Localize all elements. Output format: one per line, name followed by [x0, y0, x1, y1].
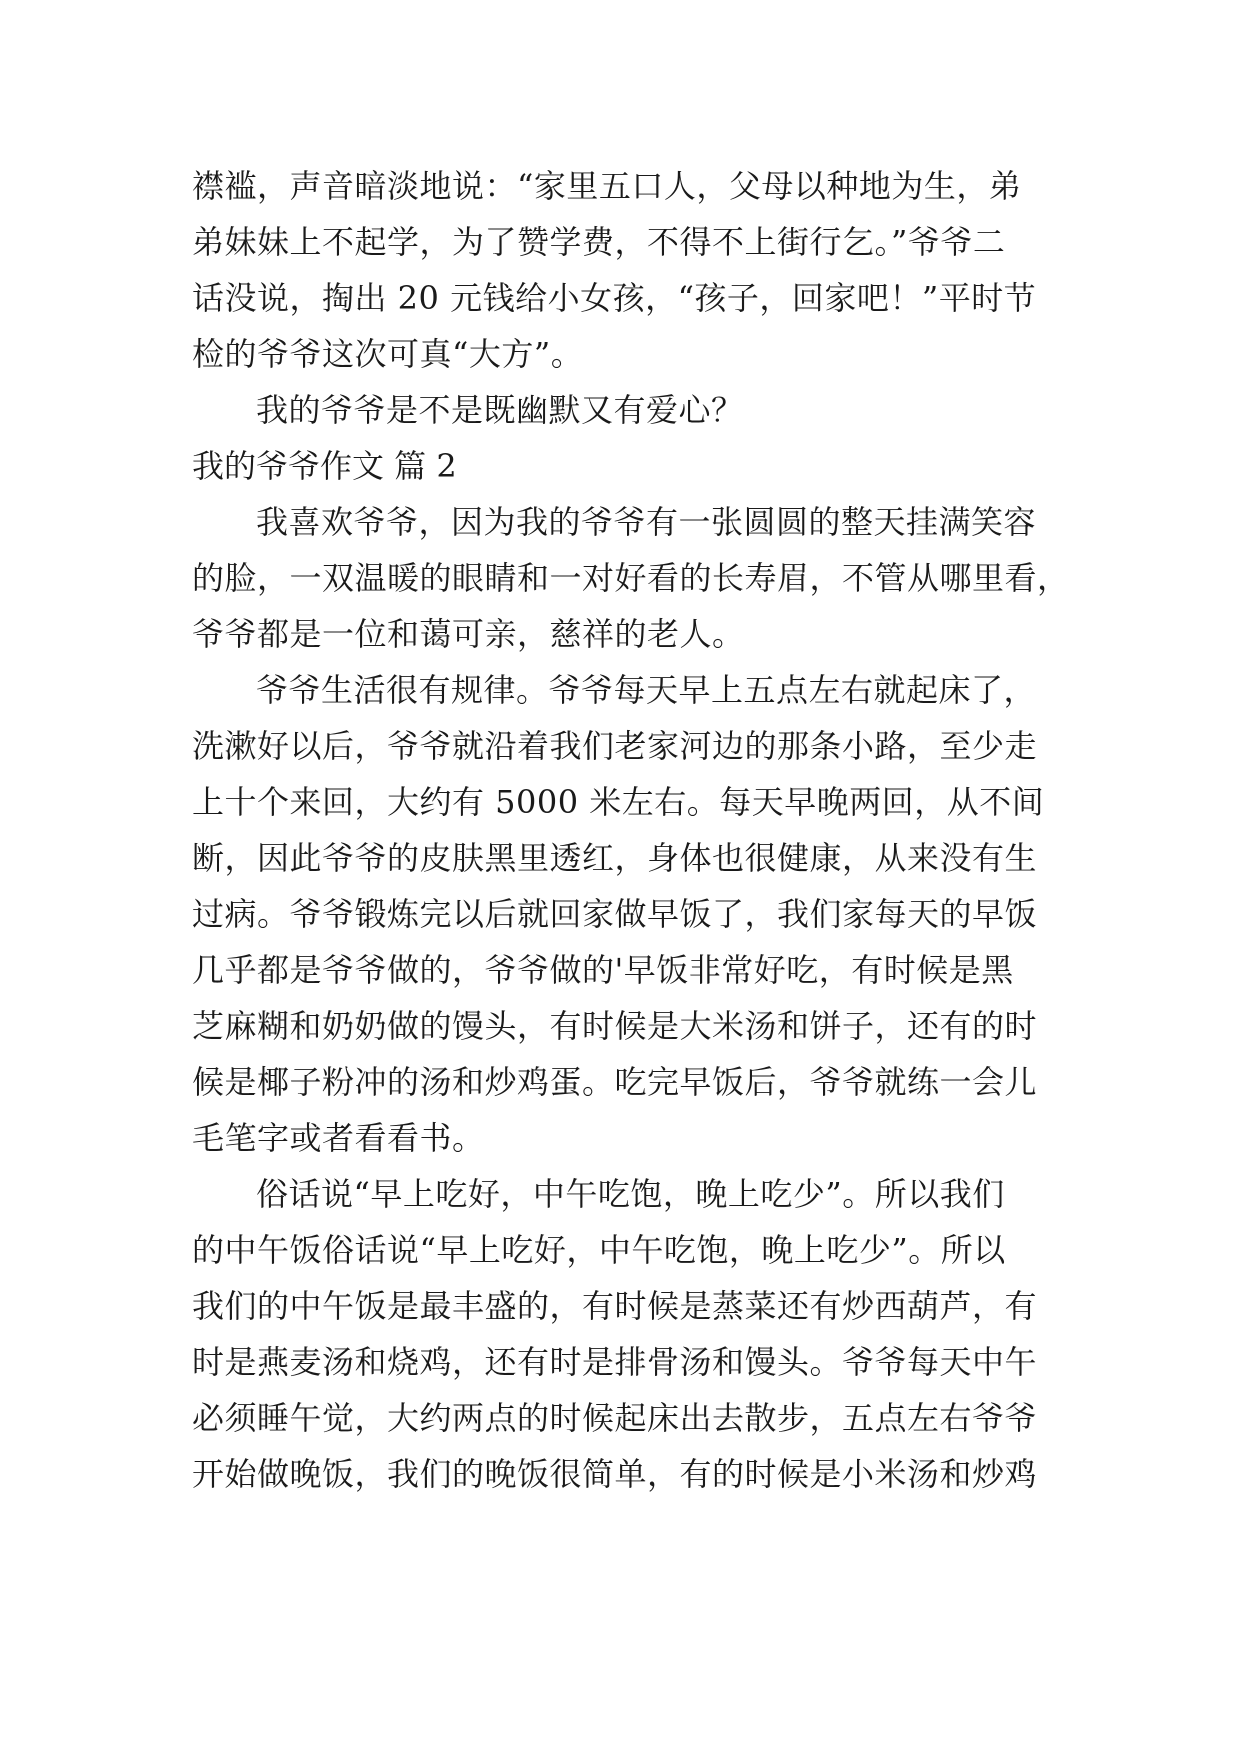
- text-line: 我的爷爷是不是既幽默又有爱心？: [256, 391, 744, 429]
- text-line: 爷爷生活很有规律。爷爷每天早上五点左右就起床了，: [256, 671, 1037, 709]
- text-line: 洗漱好以后，爷爷就沿着我们老家河边的那条小路，至少走: [192, 727, 1038, 765]
- text-line: 我们的中午饭是最丰盛的，有时候是蒸菜还有炒西葫芦，有: [192, 1287, 1038, 1325]
- text-line: 过病。爷爷锻炼完以后就回家做早饭了，我们家每天的早饭: [192, 895, 1038, 933]
- text-line: 开始做晚饭，我们的晚饭很简单，有的时候是小米汤和炒鸡: [192, 1455, 1038, 1493]
- text-line: 话没说，掏出 20 元钱给小女孩，“孩子，回家吧！”平时节: [192, 279, 1037, 317]
- paragraph: [192, 1166, 1056, 1502]
- text-line: 时是燕麦汤和烧鸡，还有时是排骨汤和馒头。爷爷每天中午: [192, 1343, 1038, 1381]
- text-line: 毛笔字或者看看书。: [192, 1119, 485, 1157]
- text-line: 爷爷都是一位和蔼可亲，慈祥的老人。: [192, 615, 745, 653]
- text-line: 的脸，一双温暖的眼睛和一对好看的长寿眉，不管从哪里看，: [192, 559, 1070, 597]
- text-line: 候是椰子粉冲的汤和炒鸡蛋。吃完早饭后，爷爷就练一会儿: [192, 1063, 1038, 1101]
- text-line: 俗话说“早上吃好，中午吃饱，晚上吃少”。所以我们: [256, 1175, 1005, 1213]
- text-line: 检的爷爷这次可真“大方”。: [192, 335, 584, 373]
- text-line: 襟褴，声音暗淡地说：“家里五口人，父母以种地为生，弟: [192, 167, 1022, 205]
- heading-text: 我的爷爷作文 篇 2: [192, 447, 457, 485]
- text-line: 上十个来回，大约有 5000 米左右。每天早晚两回，从不间: [192, 783, 1045, 821]
- text-line: 几乎都是爷爷做的，爷爷做的'早饭非常好吃，有时候是黑: [192, 951, 1014, 989]
- document-body: [192, 158, 1070, 1502]
- text-line: 的中午饭俗话说“早上吃好，中午吃饱，晚上吃少”。所以: [192, 1231, 1006, 1269]
- paragraph: [192, 662, 1056, 1166]
- text-line: 弟妹妹上不起学，为了赞学费，不得不上街行乞。”爷爷二: [192, 223, 1006, 261]
- section-heading: [192, 438, 1056, 494]
- text-line: 我喜欢爷爷，因为我的爷爷有一张圆圆的整天挂满笑容: [256, 503, 1037, 541]
- paragraph: [192, 158, 1056, 382]
- paragraph: [192, 494, 1070, 662]
- text-line: 必须睡午觉，大约两点的时候起床出去散步，五点左右爷爷: [192, 1399, 1038, 1437]
- text-line: 芝麻糊和奶奶做的馒头，有时候是大米汤和饼子，还有的时: [192, 1007, 1038, 1045]
- paragraph: [192, 382, 1056, 438]
- text-line: 断，因此爷爷的皮肤黑里透红，身体也很健康，从来没有生: [192, 839, 1038, 877]
